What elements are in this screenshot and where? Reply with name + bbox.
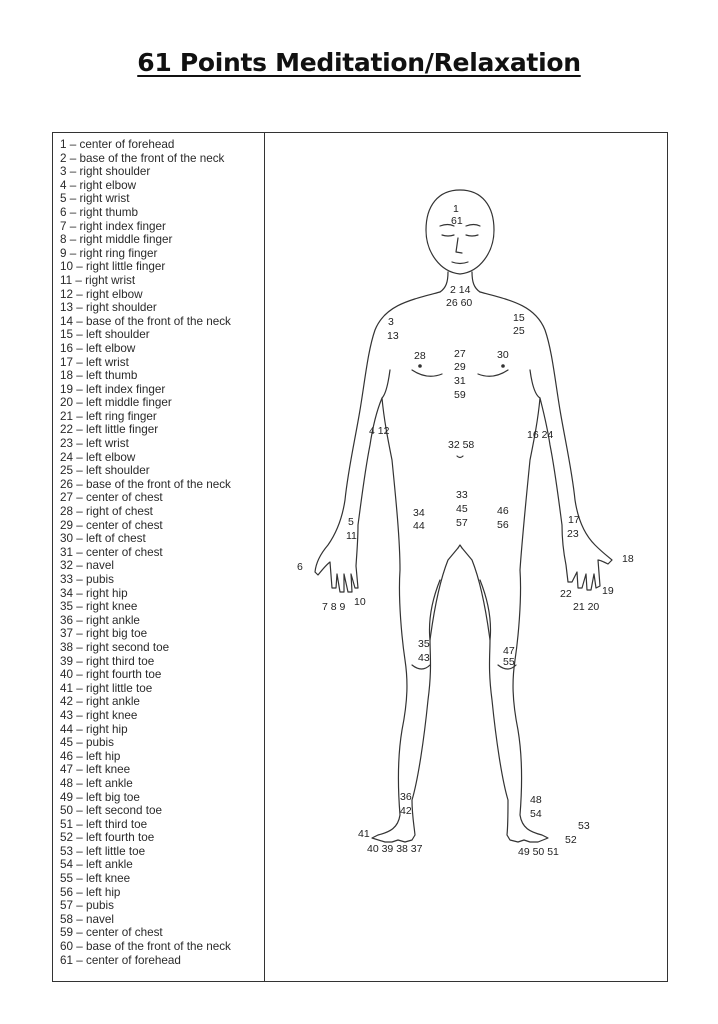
label-l-shoulder-15: 15 bbox=[513, 312, 525, 324]
label-r-elbow: 4 12 bbox=[369, 425, 390, 437]
list-item: 7 – right index finger bbox=[60, 219, 166, 233]
label-l-toes: 49 50 51 bbox=[518, 846, 559, 858]
list-item: 36 – right ankle bbox=[60, 613, 140, 627]
label-neck-a: 2 14 bbox=[450, 284, 471, 296]
list-item: 58 – navel bbox=[60, 912, 114, 926]
list-item: 23 – left wrist bbox=[60, 437, 129, 451]
list-item: 22 – left little finger bbox=[60, 423, 159, 437]
list-item: 27 – center of chest bbox=[60, 491, 163, 505]
list-item: 11 – right wrist bbox=[60, 273, 136, 287]
label-forehead-61: 61 bbox=[451, 215, 463, 227]
mouth bbox=[452, 262, 468, 264]
label-l-little-toe: 53 bbox=[578, 820, 590, 832]
list-item: 14 – base of the front of the neck bbox=[60, 314, 231, 328]
label-l-hip-46: 46 bbox=[497, 505, 509, 517]
list-item: 57 – pubis bbox=[60, 899, 114, 913]
label-pubis-45: 45 bbox=[456, 503, 468, 515]
body-figure bbox=[266, 134, 666, 980]
label-l-ankle-54: 54 bbox=[530, 808, 542, 820]
right-chest-dot bbox=[418, 364, 422, 368]
list-item: 32 – navel bbox=[60, 559, 114, 573]
label-r-shoulder-3: 3 bbox=[388, 316, 394, 328]
column-divider bbox=[264, 132, 265, 982]
list-item: 5 – right wrist bbox=[60, 192, 130, 206]
list-item: 44 – right hip bbox=[60, 722, 128, 736]
list-item: 33 – pubis bbox=[60, 573, 114, 586]
label-l-fingers: 21 20 bbox=[573, 601, 600, 613]
label-navel: 32 58 bbox=[448, 439, 475, 451]
list-item: 17 – left wrist bbox=[60, 355, 129, 369]
label-l-index: 19 bbox=[602, 585, 614, 597]
label-neck-b: 26 60 bbox=[446, 297, 473, 309]
list-item: 29 – center of chest bbox=[60, 518, 163, 532]
list-item: 6 – right thumb bbox=[60, 205, 138, 219]
label-r-hip-44: 44 bbox=[413, 520, 425, 532]
list-item: 49 – left big toe bbox=[60, 790, 140, 804]
list-item: 13 – right shoulder bbox=[60, 301, 157, 315]
label-chest-29: 29 bbox=[454, 361, 466, 373]
label-r-hip-34: 34 bbox=[413, 507, 425, 519]
list-item: 30 – left of chest bbox=[60, 532, 146, 546]
list-item: 2 – base of the front of the neck bbox=[60, 151, 225, 165]
list-item: 37 – right big toe bbox=[60, 627, 148, 641]
label-r-knee-43: 43 bbox=[418, 652, 430, 664]
left-pectoral bbox=[478, 370, 508, 376]
label-l-wrist-23: 23 bbox=[567, 528, 579, 540]
list-item: 48 – left ankle bbox=[60, 776, 133, 790]
body-outline-drawing bbox=[266, 134, 666, 980]
list-item: 38 – right second toe bbox=[60, 640, 170, 654]
list-item: 54 – left ankle bbox=[60, 858, 133, 872]
list-item: 25 – left shoulder bbox=[60, 464, 150, 478]
list-item: 59 – center of chest bbox=[60, 926, 163, 940]
label-pubis-57: 57 bbox=[456, 517, 468, 529]
list-item: 40 – right fourth toe bbox=[60, 668, 162, 682]
label-chest-28: 28 bbox=[414, 350, 426, 362]
list-item: 47 – left knee bbox=[60, 763, 131, 777]
list-item: 26 – base of the front of the neck bbox=[60, 477, 231, 491]
page-title: 61 Points Meditation/Relaxation bbox=[137, 48, 581, 77]
left-eyebrow bbox=[466, 225, 480, 227]
label-r-wrist-5: 5 bbox=[348, 516, 354, 528]
label-chest-59: 59 bbox=[454, 389, 466, 401]
list-item: 15 – left shoulder bbox=[60, 328, 150, 342]
left-inner-arm bbox=[530, 370, 540, 398]
body-left-outline bbox=[462, 292, 612, 842]
list-item: 53 – left little toe bbox=[60, 844, 146, 858]
list-item: 51 – left third toe bbox=[60, 817, 148, 831]
list-item: 31 – center of chest bbox=[60, 545, 163, 559]
label-l-wrist-17: 17 bbox=[568, 514, 580, 526]
right-knee-mark bbox=[412, 665, 430, 669]
label-forehead-1: 1 bbox=[453, 203, 459, 215]
label-r-little-toe: 41 bbox=[358, 828, 370, 840]
body-right-outline bbox=[315, 292, 458, 842]
list-item: 21 – left ring finger bbox=[60, 409, 157, 423]
list-item: 45 – pubis bbox=[60, 736, 114, 750]
label-l-ankle-48: 48 bbox=[530, 794, 542, 806]
label-l-knee-55: 55 bbox=[503, 656, 515, 668]
label-r-thumb: 6 bbox=[297, 561, 303, 573]
list-item: 52 – left fourth toe bbox=[60, 831, 155, 845]
list-item: 20 – left middle finger bbox=[60, 396, 172, 410]
right-inner-arm bbox=[382, 370, 390, 398]
label-r-little: 10 bbox=[354, 596, 366, 608]
list-item: 50 – left second toe bbox=[60, 804, 163, 818]
left-eye bbox=[466, 235, 478, 236]
neck-left bbox=[472, 272, 480, 292]
list-item: 24 – left elbow bbox=[60, 450, 136, 464]
list-item: 19 – left index finger bbox=[60, 382, 166, 396]
label-l-little: 22 bbox=[560, 588, 572, 600]
label-chest-31: 31 bbox=[454, 375, 466, 387]
label-chest-30: 30 bbox=[497, 349, 509, 361]
label-r-shoulder-13: 13 bbox=[387, 330, 399, 342]
list-item: 9 – right ring finger bbox=[60, 246, 158, 260]
label-chest-27: 27 bbox=[454, 348, 466, 360]
label-r-ankle-42: 42 bbox=[400, 805, 412, 817]
list-item: 35 – right knee bbox=[60, 600, 138, 614]
neck-right bbox=[440, 272, 448, 292]
list-item: 1 – center of forehead bbox=[60, 138, 175, 151]
label-r-toes: 40 39 38 37 bbox=[367, 843, 423, 855]
list-item: 42 – right ankle bbox=[60, 695, 140, 709]
list-item: 46 – left hip bbox=[60, 749, 121, 763]
list-item: 12 – right elbow bbox=[60, 287, 143, 301]
list-item: 56 – left hip bbox=[60, 885, 121, 899]
label-r-knee-35: 35 bbox=[418, 638, 430, 650]
list-item: 16 – left elbow bbox=[60, 341, 136, 355]
nose bbox=[456, 238, 462, 253]
list-item: 43 – right knee bbox=[60, 708, 138, 722]
navel-mark bbox=[457, 456, 463, 458]
list-item: 10 – right little finger bbox=[60, 260, 166, 274]
list-item: 8 – right middle finger bbox=[60, 233, 173, 247]
label-l-hip-56: 56 bbox=[497, 519, 509, 531]
points-list bbox=[60, 138, 260, 967]
label-l-fourth-toe: 52 bbox=[565, 834, 577, 846]
label-r-fingers: 7 8 9 bbox=[322, 601, 346, 613]
label-pubis-33: 33 bbox=[456, 489, 468, 501]
label-r-wrist-11: 11 bbox=[346, 530, 357, 542]
label-l-shoulder-25: 25 bbox=[513, 325, 525, 337]
list-item: 28 – right of chest bbox=[60, 505, 153, 519]
head-outline bbox=[426, 190, 494, 274]
label-l-elbow: 16 24 bbox=[527, 429, 554, 441]
right-pectoral bbox=[412, 370, 442, 376]
list-item: 61 – center of forehead bbox=[60, 953, 181, 967]
list-item: 34 – right hip bbox=[60, 586, 128, 600]
list-item: 60 – base of the front of the neck bbox=[60, 940, 231, 954]
list-item: 18 – left thumb bbox=[60, 369, 138, 383]
left-chest-dot bbox=[501, 364, 505, 368]
label-l-thumb: 18 bbox=[622, 553, 634, 565]
list-item: 55 – left knee bbox=[60, 872, 131, 886]
list-item: 41 – right little toe bbox=[60, 681, 153, 695]
right-eye bbox=[442, 235, 454, 236]
list-item: 39 – right third toe bbox=[60, 654, 155, 668]
list-item: 3 – right shoulder bbox=[60, 165, 151, 179]
label-r-ankle-36: 36 bbox=[400, 791, 412, 803]
groin bbox=[458, 545, 462, 548]
list-item: 4 – right elbow bbox=[60, 178, 137, 192]
label-l-knee-47: 47 bbox=[503, 645, 515, 657]
